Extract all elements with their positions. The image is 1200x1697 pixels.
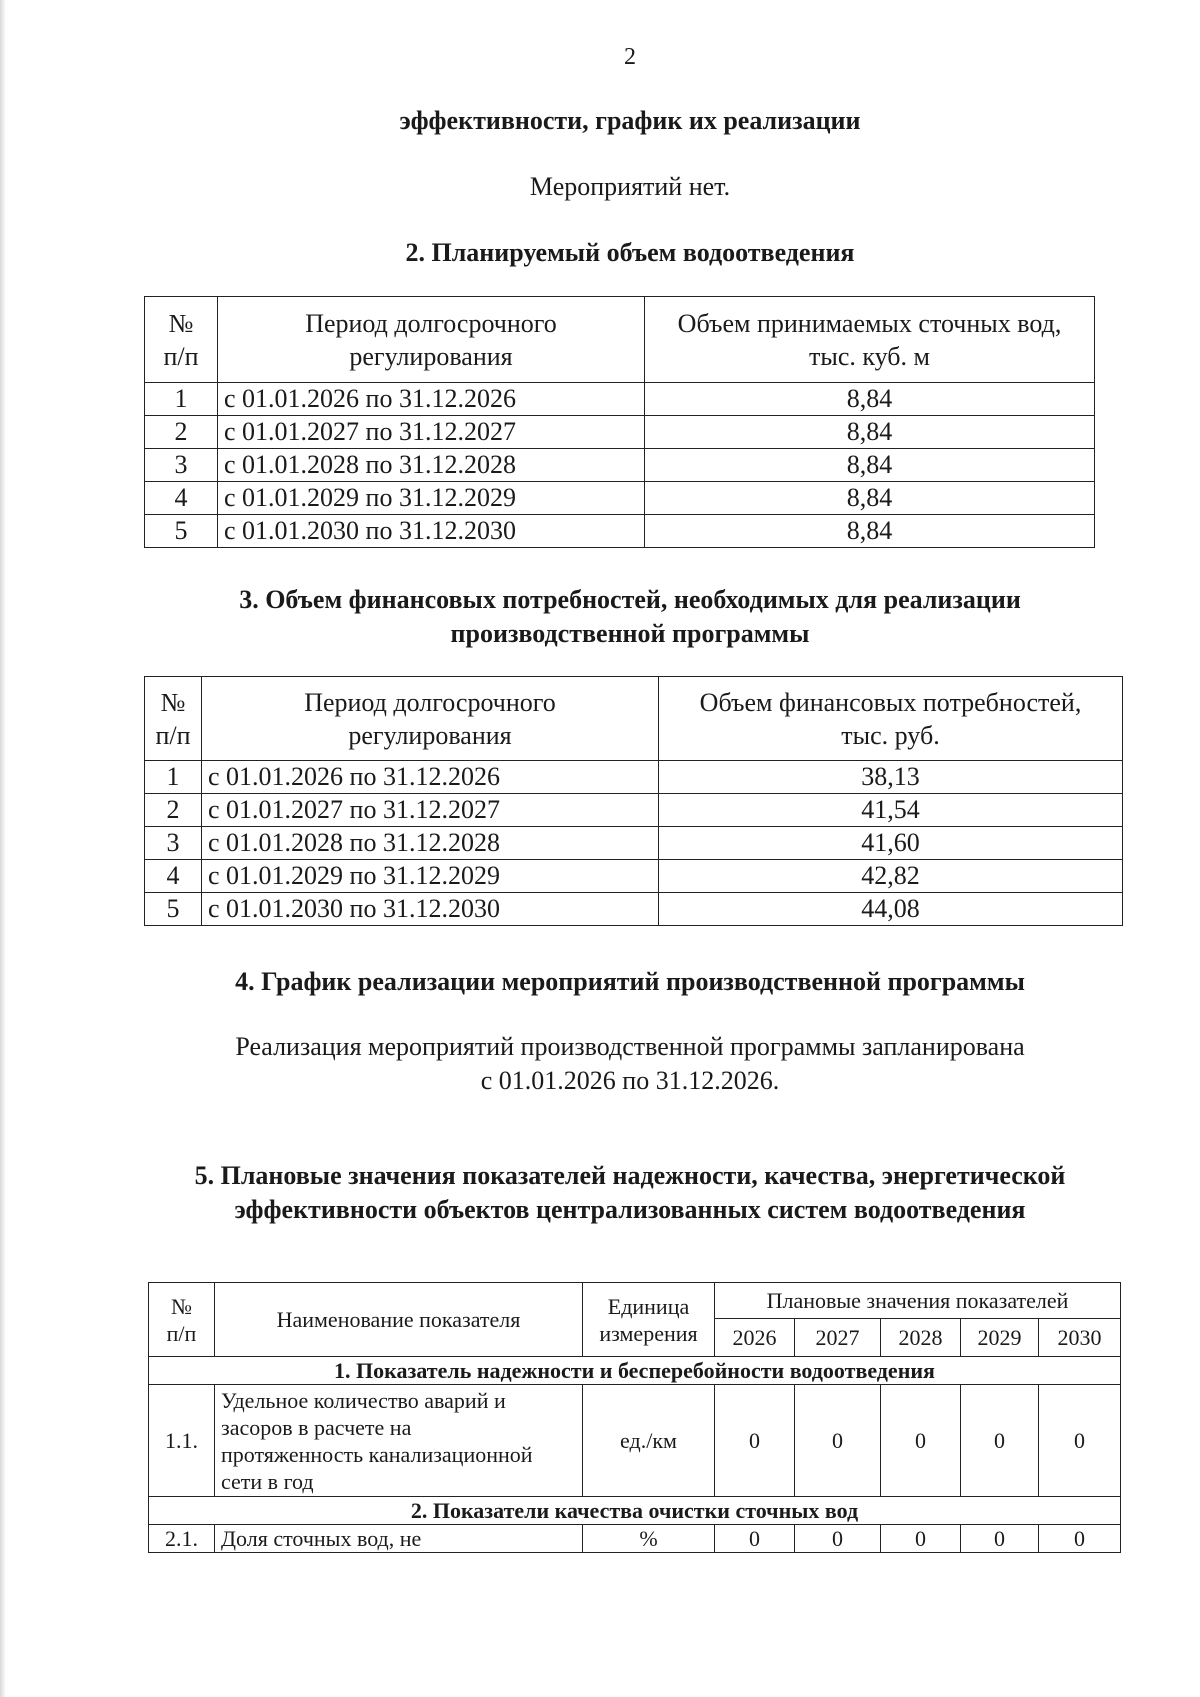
section4-title: 4. График реализации мероприятий производственной программы — [235, 967, 1025, 996]
indicators-table — [148, 1282, 1121, 1553]
section5-title-line1: 5. Плановые значения показателей надежности, качества, энергетической — [194, 1161, 1066, 1190]
intro-text: Мероприятий нет. — [529, 172, 731, 201]
table-row — [149, 1525, 1121, 1553]
row-period: с 01.01.2027 по 31.12.2027 — [218, 416, 645, 449]
row-name-line: сети в год — [221, 1468, 314, 1494]
table-row — [145, 416, 1095, 449]
row-value-2028: 0 — [881, 1525, 961, 1553]
header-period-line1: Период долгосрочного — [305, 308, 557, 338]
row-value-2027: 0 — [795, 1525, 881, 1553]
header-year: 2027 — [795, 1319, 881, 1357]
section4-text-line2: с 01.01.2026 по 31.12.2026. — [480, 1066, 780, 1095]
table-row — [145, 515, 1095, 548]
row-num: 1 — [145, 383, 218, 416]
row-period: с 01.01.2026 по 31.12.2026 — [218, 383, 645, 416]
row-period: с 01.01.2028 по 31.12.2028 — [218, 449, 645, 482]
header-num-line1: № — [168, 308, 194, 338]
page-number: 2 — [624, 44, 636, 70]
group-reliability: 1. Показатель надежности и бесперебойности водоотведения — [149, 1357, 1121, 1385]
row-period: с 01.01.2030 по 31.12.2030 — [218, 515, 645, 548]
row-num: 4 — [145, 482, 218, 515]
table-row — [145, 794, 1123, 827]
water-disposal-volume-table — [144, 296, 1095, 548]
header-planned-values: Плановые значения показателей — [715, 1283, 1121, 1319]
row-num: 4 — [145, 860, 202, 893]
header-financial-line1: Объем финансовых потребностей, — [699, 687, 1082, 717]
row-value-2026: 0 — [715, 1385, 795, 1497]
row-amount: 41,54 — [659, 794, 1123, 827]
row-unit: ед./км — [583, 1385, 715, 1497]
header-num — [149, 1283, 215, 1357]
header-period-line1: Период долгосрочного — [304, 687, 556, 717]
row-volume: 8,84 — [645, 482, 1095, 515]
section5-title-line2: эффективности объектов централизованных систем водоотведения — [234, 1195, 1026, 1224]
row-volume: 8,84 — [645, 515, 1095, 548]
header-year: 2029 — [961, 1319, 1039, 1357]
table-row — [145, 383, 1095, 416]
section3-title-line1: 3. Объем финансовых потребностей, необходимых для реализации — [239, 585, 1021, 614]
row-num: 1.1. — [149, 1385, 215, 1497]
group-row — [149, 1357, 1121, 1385]
group-row — [149, 1497, 1121, 1525]
row-num: 1 — [145, 761, 202, 794]
group-treatment-quality: 2. Показатели качества очистки сточных вод — [149, 1497, 1121, 1525]
header-year: 2030 — [1039, 1319, 1121, 1357]
intro-heading-tail: эффективности, график их реализации — [399, 106, 861, 135]
row-value-2029: 0 — [961, 1525, 1039, 1553]
header-period-line2: регулирования — [349, 341, 513, 371]
row-indicator-name — [215, 1385, 583, 1497]
row-amount: 38,13 — [659, 761, 1123, 794]
row-period: с 01.01.2028 по 31.12.2028 — [202, 827, 659, 860]
header-num — [145, 297, 218, 383]
row-volume: 8,84 — [645, 383, 1095, 416]
header-num-line2: п/п — [163, 341, 199, 371]
table-row — [145, 827, 1123, 860]
row-volume: 8,84 — [645, 416, 1095, 449]
row-num: 3 — [145, 827, 202, 860]
row-value-2029: 0 — [961, 1385, 1039, 1497]
table-row — [145, 449, 1095, 482]
row-period: с 01.01.2030 по 31.12.2030 — [202, 893, 659, 926]
table-row — [145, 482, 1095, 515]
header-year: 2026 — [715, 1319, 795, 1357]
header-unit — [583, 1283, 715, 1357]
row-num: 2 — [145, 794, 202, 827]
financial-needs-table — [144, 676, 1123, 926]
header-period-line2: регулирования — [348, 720, 512, 750]
row-num: 5 — [145, 515, 218, 548]
table-row — [145, 893, 1123, 926]
header-volume-line1: Объем принимаемых сточных вод, — [677, 308, 1062, 338]
header-financial-needs — [659, 677, 1123, 761]
header-unit-line2: измерения — [599, 1320, 698, 1346]
header-indicator-name: Наименование показателя — [215, 1283, 583, 1357]
section4-text-line1: Реализация мероприятий производственной программы запланирована — [235, 1032, 1025, 1061]
row-name-line: засоров в расчете на — [221, 1414, 412, 1440]
row-indicator-name: Доля сточных вод, не — [215, 1525, 583, 1553]
header-num-line1: № — [160, 687, 186, 717]
header-volume-line2: тыс. куб. м — [809, 341, 930, 371]
row-num: 2 — [145, 416, 218, 449]
header-unit-line1: Единица — [607, 1293, 690, 1319]
row-amount: 42,82 — [659, 860, 1123, 893]
row-period: с 01.01.2026 по 31.12.2026 — [202, 761, 659, 794]
section2-title: 2. Планируемый объем водоотведения — [405, 238, 855, 267]
row-unit: % — [583, 1525, 715, 1553]
row-name-line: Удельное количество аварий и — [221, 1387, 506, 1413]
row-volume: 8,84 — [645, 449, 1095, 482]
header-financial-line2: тыс. руб. — [841, 720, 940, 750]
row-period: с 01.01.2029 по 31.12.2029 — [202, 860, 659, 893]
header-year: 2028 — [881, 1319, 961, 1357]
row-amount: 41,60 — [659, 827, 1123, 860]
row-value-2028: 0 — [881, 1385, 961, 1497]
row-num: 5 — [145, 893, 202, 926]
row-value-2030: 0 — [1039, 1525, 1121, 1553]
table-row — [145, 860, 1123, 893]
row-value-2026: 0 — [715, 1525, 795, 1553]
header-num-line1: № — [171, 1293, 192, 1319]
header-num — [145, 677, 202, 761]
row-value-2030: 0 — [1039, 1385, 1121, 1497]
row-period: с 01.01.2029 по 31.12.2029 — [218, 482, 645, 515]
row-name-line: протяженность канализационной — [221, 1441, 533, 1467]
header-period — [202, 677, 659, 761]
section3-title-line2: производственной программы — [450, 619, 810, 648]
row-period: с 01.01.2027 по 31.12.2027 — [202, 794, 659, 827]
table-row — [149, 1385, 1121, 1497]
table-row — [145, 761, 1123, 794]
header-num-line2: п/п — [155, 720, 191, 750]
row-value-2027: 0 — [795, 1385, 881, 1497]
header-volume — [645, 297, 1095, 383]
row-num: 2.1. — [149, 1525, 215, 1553]
row-amount: 44,08 — [659, 893, 1123, 926]
header-period — [218, 297, 645, 383]
row-num: 3 — [145, 449, 218, 482]
header-num-line2: п/п — [166, 1320, 197, 1346]
